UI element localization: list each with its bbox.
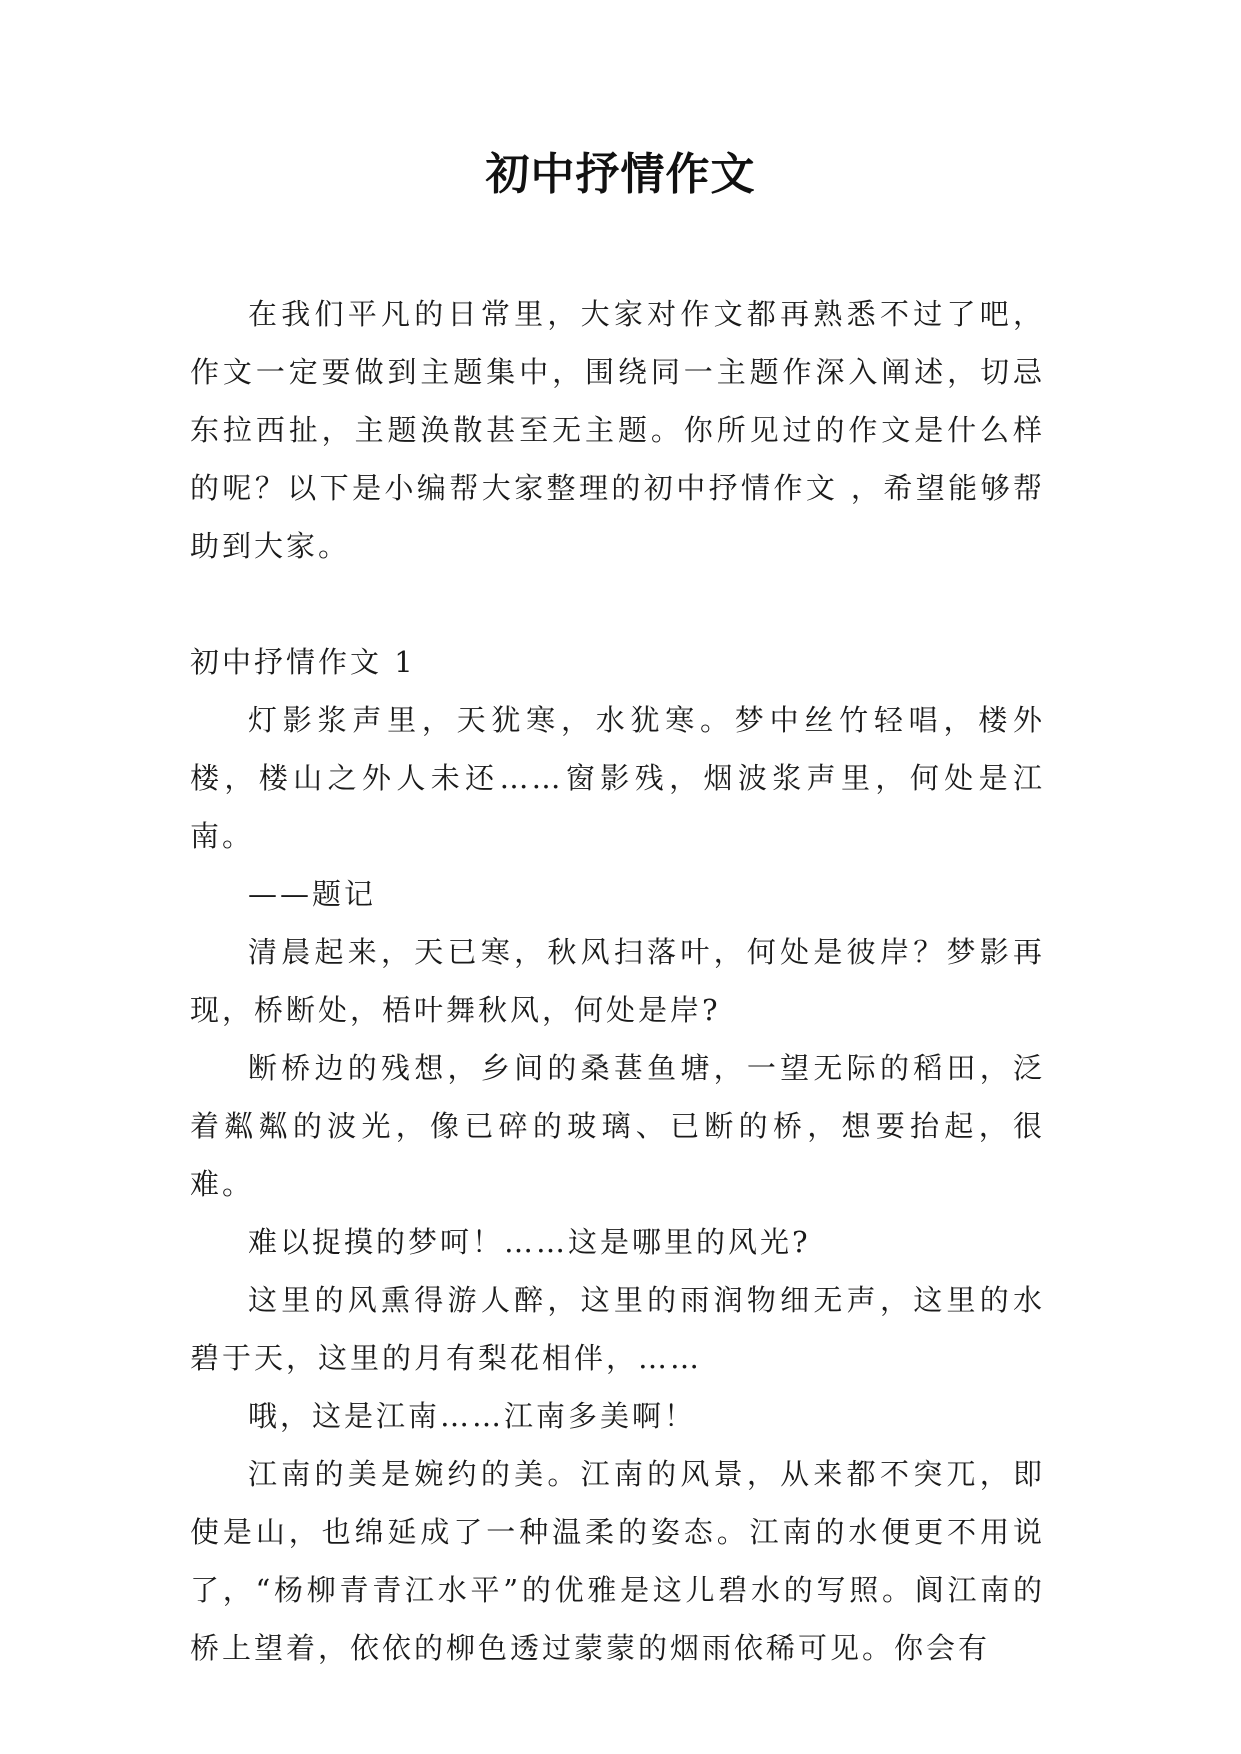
document-body xyxy=(190,285,1045,1677)
body-paragraph: 哦，这是江南……江南多美啊！ xyxy=(248,1399,697,1433)
body-paragraph: ——题记 xyxy=(248,877,377,911)
document-title: 初中抒情作文 xyxy=(485,149,756,200)
body-paragraph: 难以捉摸的梦呵！……这是哪里的风光? xyxy=(248,1225,811,1259)
body-paragraph: 江南的美是婉约的美。江南的风景，从来都不突兀，即使是山，也绵延成了一种温柔的姿态。江南的水便更不用说了，“杨柳青青江水平”的优雅是这儿碧水的写照。阆江南的桥上望着，依依的柳色透过蒙蒙的烟雨依稀可见。你会有 xyxy=(190,1457,1045,1665)
body-paragraph: 灯影浆声里，天犹寒，水犹寒。梦中丝竹轻唱，楼外楼，楼山之外人未还……窗影残，烟波浆声里，何处是江南。 xyxy=(190,703,1045,853)
body-paragraph: 这里的风熏得游人醉，这里的雨润物细无声，这里的水碧于天，这里的月有梨花相伴，…… xyxy=(190,1283,1045,1375)
intro-paragraph: 在我们平凡的日常里，大家对作文都再熟悉不过了吧，作文一定要做到主题集中，围绕同一主题作深入阐述，切忌东拉西扯，主题涣散甚至无主题。你所见过的作文是什么样的呢？以下是小编帮大家整理的初中抒情作文 ，希望能够帮助到大家。 xyxy=(190,297,1045,563)
section-heading: 初中抒情作文 1 xyxy=(190,645,416,679)
body-paragraph: 清晨起来，天已寒，秋风扫落叶，何处是彼岸？梦影再现，桥断处，梧叶舞秋风，何处是岸? xyxy=(190,935,1045,1027)
body-paragraph: 断桥边的残想，乡间的桑葚鱼塘，一望无际的稻田，泛着粼粼的波光，像已碎的玻璃、已断的桥，想要抬起，很难。 xyxy=(190,1051,1045,1201)
